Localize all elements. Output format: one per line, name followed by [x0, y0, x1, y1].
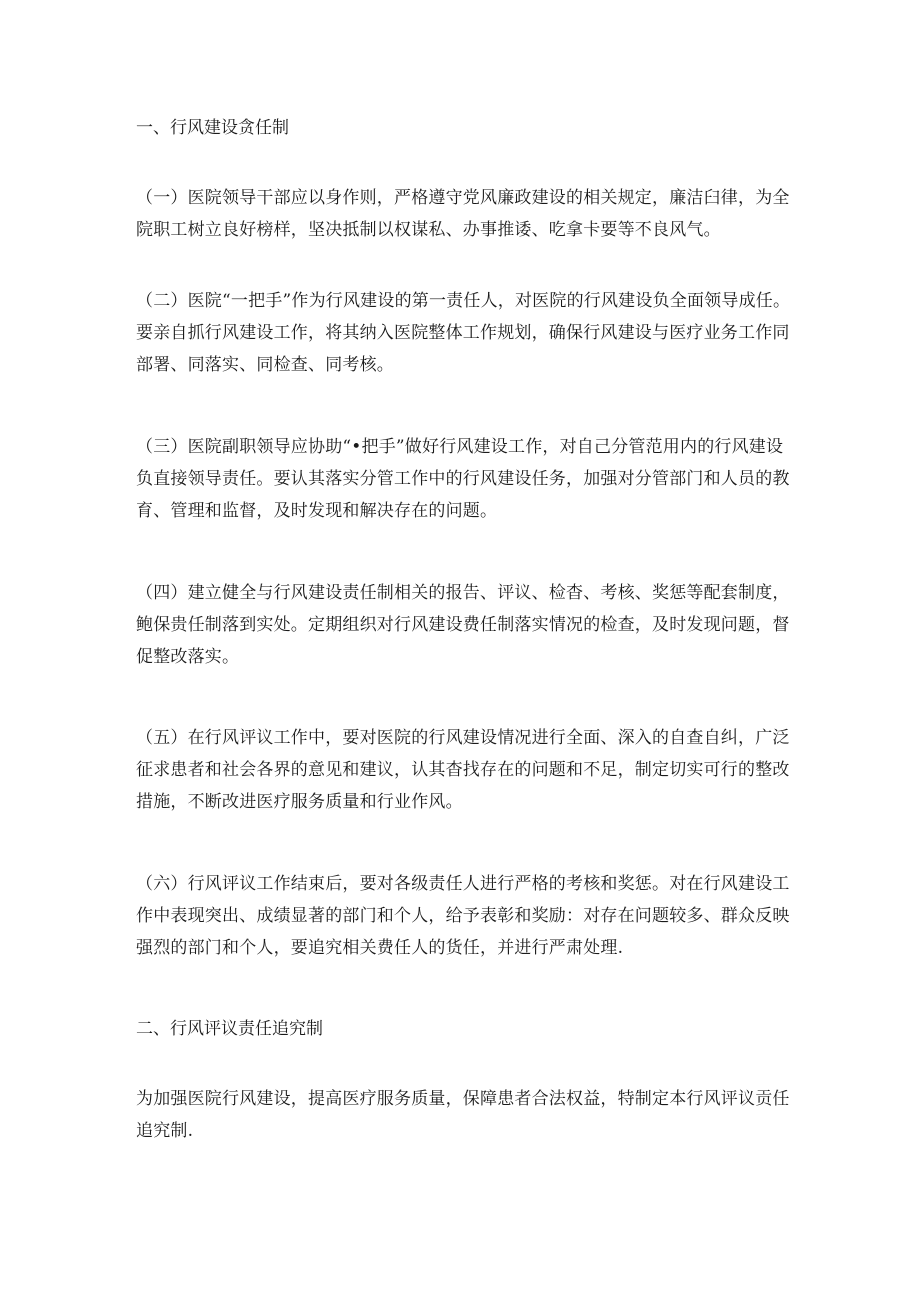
paragraph-1-3: （三）医院副职领导应协助“•把手”做好行风建设工作，对自己分管范用内的行风建设负直接领导责任。要认其落实分管工作中的行风建设任务，加强对分管部门和人员的教育、管理和监督，及时发现和解决存在的问题。 [136, 437, 790, 521]
paragraph-1-4: （四）建立健全与行风建设责任制相关的报告、评议、检杳、考核、奖惩等配套制度，鲍保贵任制落到实处。定期组织对行风建设费任制落实情况的检查，及时发现问题，督促整改落实。 [136, 583, 790, 667]
document-page [136, 0, 796, 1301]
paragraph-1-1: （一）医院领导干部应以身作则，严格遵守党风廉政建设的相关规定，廉洁臼律，为全院职工树立良好榜样，坚决抵制以权谋私、办事推诿、吃拿卡要等不良风气。 [136, 188, 790, 240]
paragraph-1-2: （二）医院“一把手”作为行风建设的第一责任人，对医院的行风建设负全面领导成任。要亲自抓行风建设工作，将其纳入医院整体工作规划，确保行风建设与医疗业务工作同部署、同落实、同检查、同考核。 [136, 291, 791, 375]
section-heading-2: 二、行风评议责任追究制 [136, 1019, 323, 1039]
paragraph-1-5: （五）在行风评议工作中，要对医院的行风建设情况进行全面、深入的自查自纠，广泛征求患者和社会各界的意见和建议，认其杳找存在的问题和不足，制定切实可行的整改措施，不断改进医疗服务质量和行业作风。 [136, 728, 790, 812]
paragraph-1-6: （六）行风评议工作结束后，要对各级责任人进行严格的考核和奖惩。对在行风建设工作中表现突出、成绩显著的部门和个人，给予表彰和奖励：对存在问题较多、群众反映强烈的部门和个人，要追究相关费任人的货任，并进行严肃处理. [136, 874, 790, 958]
section-heading-1: 一、行风建设贪任制 [136, 118, 289, 138]
paragraph-2-1: 为加强医院行风建设，提高医疗服务质量，保障患者合法权益，特制定本行风评议贡任追究制. [136, 1089, 790, 1141]
